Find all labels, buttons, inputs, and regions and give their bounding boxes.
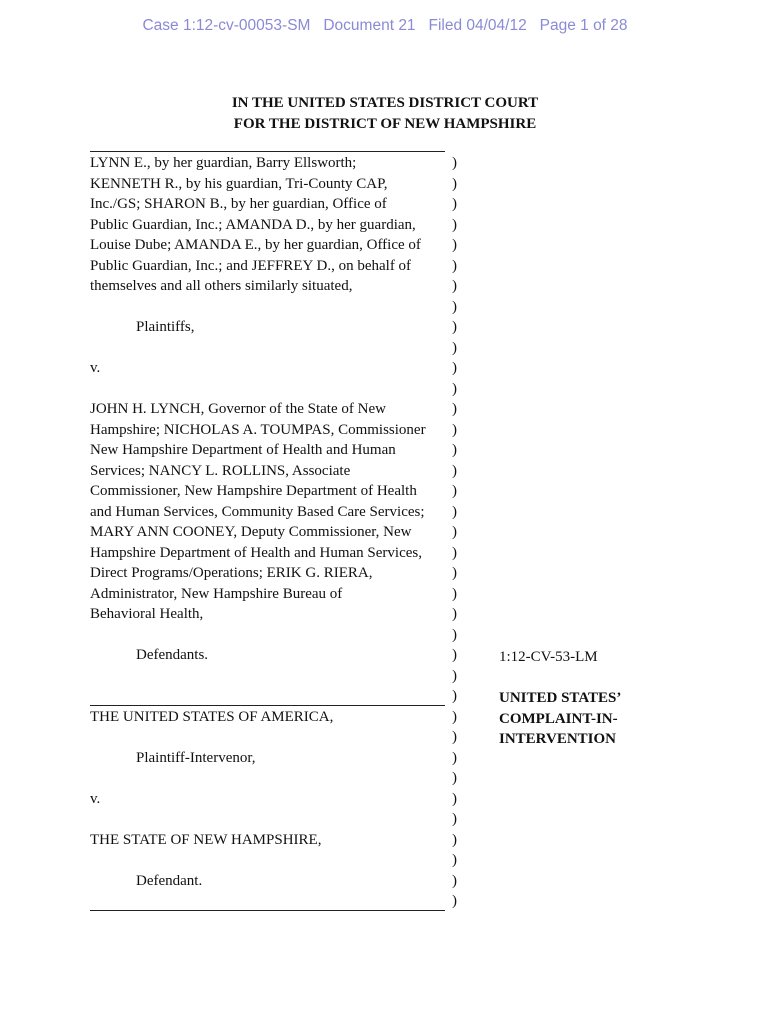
caption-paren: ) bbox=[452, 544, 457, 561]
caption-paren: ) bbox=[452, 749, 457, 766]
caption-paren: ) bbox=[452, 585, 457, 602]
state-name: THE STATE OF NEW HAMPSHIRE, bbox=[90, 831, 322, 848]
intervenor-name: THE UNITED STATES OF AMERICA, bbox=[90, 708, 334, 725]
defendant-line: Behavioral Health, bbox=[90, 606, 204, 622]
defendants-label: Defendants. bbox=[136, 647, 209, 663]
caption-paren: ) bbox=[452, 175, 457, 192]
caption-paren: ) bbox=[452, 401, 457, 417]
versus-label-2: v. bbox=[90, 790, 101, 807]
caption-paren: ) bbox=[452, 483, 457, 499]
caption-paren: ) bbox=[452, 893, 457, 909]
caption-paren: ) bbox=[452, 237, 457, 253]
defendant-line: Services; NANCY L. ROLLINS, Associate bbox=[90, 462, 351, 479]
plaintiff-line: LYNN E., by her guardian, Barry Ellsworth; bbox=[90, 155, 357, 171]
case-number: 1:12-CV-53-LM bbox=[499, 649, 598, 665]
caption-paren-column bbox=[452, 153, 464, 912]
court-heading bbox=[0, 93, 770, 134]
defendant-line: Commissioner, New Hampshire Department of Health bbox=[90, 483, 417, 499]
defendant-line: Hampshire; NICHOLAS A. TOUMPAS, Commissioner bbox=[90, 421, 426, 438]
defendant-line: Hampshire Department of Health and Human Services, bbox=[90, 544, 422, 561]
caption-paren: ) bbox=[452, 196, 457, 212]
plaintiff-line: Inc./GS; SHARON B., by her guardian, Office of bbox=[90, 196, 387, 212]
document-title-line: UNITED STATES’ bbox=[499, 690, 622, 706]
document-title-line: INTERVENTION bbox=[499, 731, 616, 747]
state-label: Defendant. bbox=[136, 872, 203, 889]
caption-paren: ) bbox=[452, 708, 457, 725]
plaintiff-line: Public Guardian, Inc.; AMANDA D., by her guardian, bbox=[90, 216, 416, 233]
defendant-line: Direct Programs/Operations; ERIK G. RIERA, bbox=[90, 565, 373, 581]
plaintiff-line: Louise Dube; AMANDA E., by her guardian, Office of bbox=[90, 237, 421, 253]
caption-paren: ) bbox=[452, 688, 457, 704]
intervenor-label: Plaintiff-Intervenor, bbox=[136, 749, 256, 766]
caption-paren: ) bbox=[452, 667, 457, 684]
defendant-line: MARY ANN COONEY, Deputy Commissioner, New bbox=[90, 524, 412, 540]
caption-paren: ) bbox=[452, 462, 457, 479]
plaintiff-line: Public Guardian, Inc.; and JEFFREY D., on behalf of bbox=[90, 257, 412, 274]
defendant-line: JOHN H. LYNCH, Governor of the State of New bbox=[90, 401, 386, 417]
defendant-line: and Human Services, Community Based Care Services; bbox=[90, 503, 425, 520]
caption-paren: ) bbox=[452, 647, 457, 663]
caption-paren: ) bbox=[452, 360, 457, 376]
caption-top-rule bbox=[90, 151, 445, 152]
caption-paren: ) bbox=[452, 770, 457, 786]
caption-paren: ) bbox=[452, 503, 457, 520]
caption-middle-rule bbox=[90, 705, 445, 706]
defendant-line: New Hampshire Department of Health and Human bbox=[90, 442, 396, 458]
caption-paren: ) bbox=[452, 257, 457, 274]
caption-paren: ) bbox=[452, 380, 457, 397]
caption-left-column bbox=[90, 153, 445, 891]
caption-paren: ) bbox=[452, 790, 457, 807]
versus-label: v. bbox=[90, 360, 101, 376]
caption-paren: ) bbox=[452, 216, 457, 233]
caption-paren: ) bbox=[452, 319, 457, 335]
caption-paren: ) bbox=[452, 626, 457, 643]
caption-paren: ) bbox=[452, 729, 457, 745]
court-heading-line1: IN THE UNITED STATES DISTRICT COURT bbox=[231, 95, 539, 111]
caption-paren: ) bbox=[452, 565, 457, 581]
court-heading-line2: FOR THE DISTRICT OF NEW HAMPSHIRE bbox=[233, 115, 537, 132]
caption-paren: ) bbox=[452, 421, 457, 438]
plaintiff-line: themselves and all others similarly situated, bbox=[90, 278, 353, 294]
ecf-header-stamp: Case 1:12-cv-00053-SM Document 21 Filed 04/04/12 Page 1 of 28 bbox=[142, 17, 628, 34]
caption-paren: ) bbox=[452, 852, 457, 868]
caption-paren: ) bbox=[452, 278, 457, 294]
defendant-line: Administrator, New Hampshire Bureau of bbox=[90, 585, 343, 602]
plaintiff-line: KENNETH R., by his guardian, Tri-County CAP, bbox=[90, 175, 388, 192]
caption-bottom-rule bbox=[90, 910, 445, 911]
caption-paren: ) bbox=[452, 155, 457, 171]
caption-paren: ) bbox=[452, 831, 457, 848]
caption-paren: ) bbox=[452, 606, 457, 622]
caption-paren: ) bbox=[452, 872, 457, 889]
caption-paren: ) bbox=[452, 524, 457, 540]
caption-paren: ) bbox=[452, 811, 457, 827]
caption-paren: ) bbox=[452, 298, 457, 315]
caption-paren: ) bbox=[452, 339, 457, 356]
document-title-line: COMPLAINT-IN- bbox=[499, 710, 618, 727]
plaintiffs-label: Plaintiffs, bbox=[136, 319, 195, 335]
caption-paren: ) bbox=[452, 442, 457, 458]
